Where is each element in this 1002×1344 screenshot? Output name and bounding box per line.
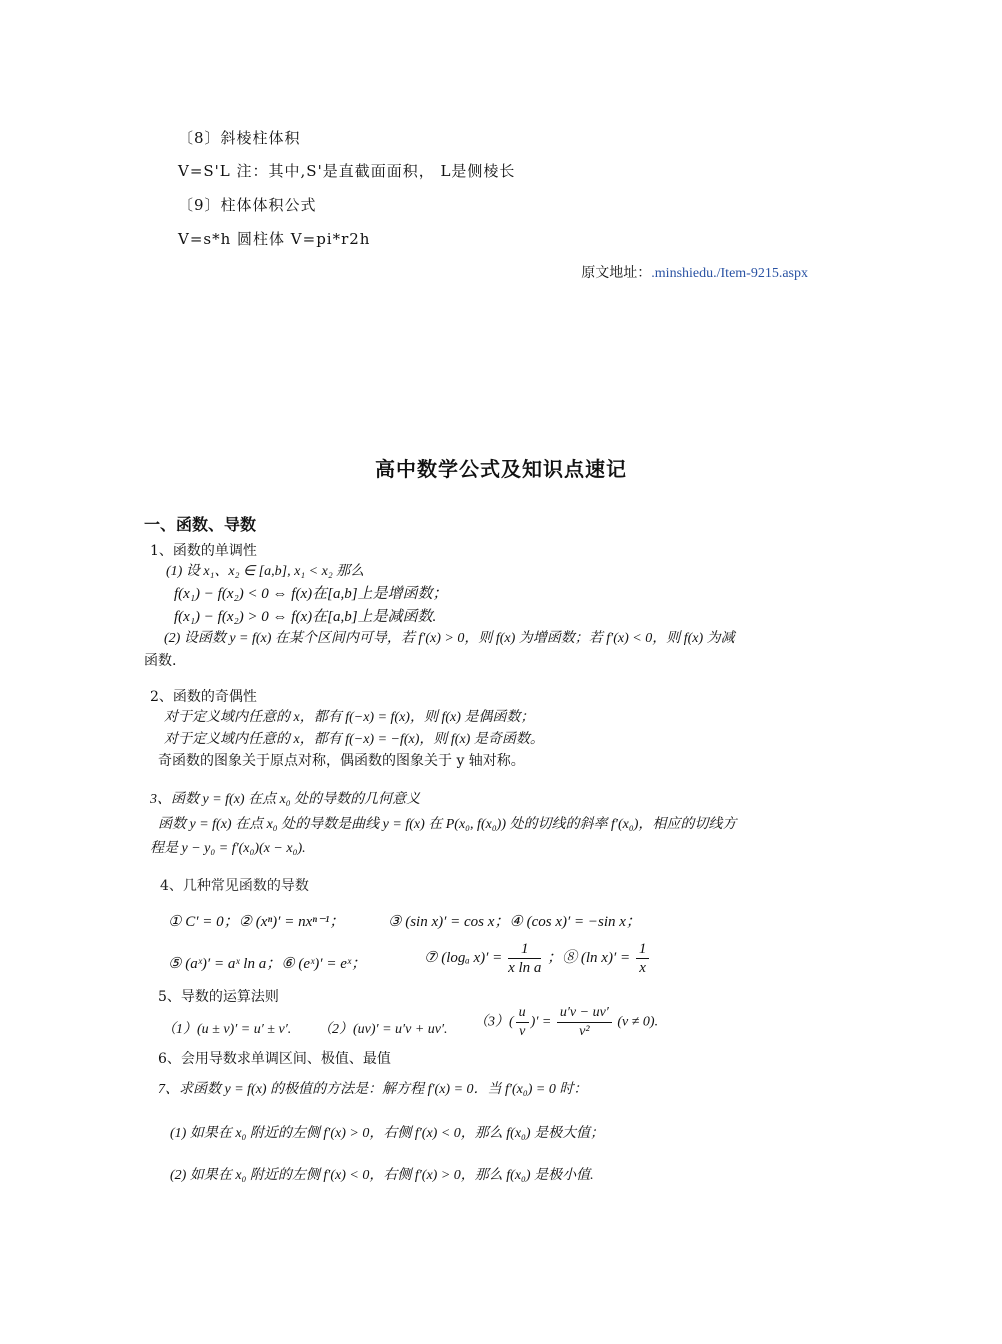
p4-row1-a: ① C′ = 0；② (xⁿ)′ = nxⁿ⁻¹； xyxy=(168,914,345,930)
p3-title: 3、函数 y = f(x) 在点 x₀ 处的导数的几何意义 xyxy=(150,792,421,807)
p2-title: 2、函数的奇偶性 xyxy=(150,689,257,705)
p5-u: u xyxy=(516,1004,529,1023)
p4-log-fraction xyxy=(508,940,541,977)
p4-log-label: ⑦ (logₐ x)′ = xyxy=(424,949,503,966)
p2-line3: 奇函数的图象关于原点对称，偶函数的图象关于 y 轴对称。 xyxy=(158,753,525,769)
p5-rule3-mid: )′ = xyxy=(530,1014,552,1030)
p1-line1: (1) 设 x₁、x₂ ∈ [a,b], x₁ < x₂ 那么 xyxy=(166,564,365,579)
p4-ln-fraction xyxy=(636,940,650,977)
p4-cut-title-text: 4、几种常见函数的导数 xyxy=(160,878,309,894)
p4-row1-b: ③ (sin x)′ = cos x；④ (cos x)′ = −sin x； xyxy=(388,914,641,930)
p4-ln-num: 1 xyxy=(636,940,650,959)
p3-line2: 程是 y − y₀ = f′(x₀)(x − x₀). xyxy=(150,841,306,856)
p4-ln-den: x xyxy=(639,960,646,976)
source-label: 原文地址： xyxy=(581,265,652,281)
p4-log-num: 1 xyxy=(508,940,541,959)
item8-formula: V=S'L 注：其中,S'是直截面面积， L是侧棱长 xyxy=(178,162,516,180)
p7-case1: (1) 如果在 x₀ 附近的左侧 f′(x) > 0，右侧 f′(x) < 0，那么 f(x₀) 是极大值； xyxy=(170,1126,605,1141)
p5-rule3 xyxy=(474,1004,658,1041)
p4-row2-a: ⑤ (aˣ)′ = aˣ ln a；⑥ (eˣ)′ = eˣ； xyxy=(168,956,367,972)
document-title: 高中数学公式及知识点速记 xyxy=(375,457,627,481)
p7-case2: (2) 如果在 x₀ 附近的左侧 f′(x) < 0，右侧 f′(x) > 0，那么 f(x₀) 是极小值. xyxy=(170,1168,594,1183)
p3-line1: 函数 y = f(x) 在点 x₀ 处的导数是曲线 y = f(x) 在 P(x₀, f(x₀)) 处的切线的斜率 f′(x₀)，相应的切线方 xyxy=(158,817,737,832)
p1-line5: 函数. xyxy=(144,653,177,669)
p2-line1: 对于定义域内任意的 x，都有 f(−x) = f(x)，则 f(x) 是偶函数； xyxy=(164,710,535,725)
p4-cut-title xyxy=(160,878,309,895)
source-link[interactable]: .minshiedu./Item-9215.aspx xyxy=(651,266,808,281)
p1-line4: (2) 设函数 y = f(x) 在某个区间内可导，若 f′(x) > 0，则 f(x) 为增函数；若 f′(x) < 0，则 f(x) 为减 xyxy=(164,631,735,646)
p4-ln-label: ；⑧ (ln x)′ = xyxy=(547,949,631,966)
p5-rule2: （2）(uv)′ = u′v + uv′. xyxy=(318,1022,448,1037)
p5-rule3-post: (v ≠ 0). xyxy=(617,1014,659,1030)
p5-quotient-fraction xyxy=(557,1004,612,1041)
item8-heading: 〔8〕斜棱柱体积 xyxy=(178,129,301,147)
p1-line3: f(x₁) − f(x₂) > 0 ⇔ f(x)在[a,b]上是减函数. xyxy=(174,609,437,625)
source-line xyxy=(581,262,808,282)
p7-title: 7、求函数 y = f(x) 的极值的方法是：解方程 f′(x) = 0．当 f′(x₀) = 0 时： xyxy=(158,1082,588,1097)
p5-quotient-den: v² xyxy=(579,1024,590,1039)
p1-line2: f(x₁) − f(x₂) < 0 ⇔ f(x)在[a,b]上是增函数； xyxy=(174,586,448,602)
section-heading: 一、函数、导数 xyxy=(144,515,257,534)
p1-title: 1、函数的单调性 xyxy=(150,543,257,559)
p6-title: 6、会用导数求单调区间、极值、最值 xyxy=(158,1051,391,1067)
p4-row2-b xyxy=(424,940,651,977)
p5-uv-fraction xyxy=(516,1004,529,1041)
p5-rule3-pre: （3）( xyxy=(474,1014,514,1030)
p5-v: v xyxy=(519,1024,526,1039)
p5-rule1: （1）(u ± v)′ = u′ ± v′. xyxy=(162,1022,292,1037)
p5-title: 5、导数的运算法则 xyxy=(158,989,279,1005)
p2-line2: 对于定义域内任意的 x，都有 f(−x) = −f(x)，则 f(x) 是奇函数。 xyxy=(164,732,544,747)
item9-heading: 〔9〕柱体体积公式 xyxy=(178,196,317,214)
p4-log-den: x ln a xyxy=(508,960,542,976)
p5-quotient-num: u′v − uv′ xyxy=(557,1004,612,1023)
item9-formula: V=s*h 圆柱体 V=pi*r2h xyxy=(178,230,371,248)
